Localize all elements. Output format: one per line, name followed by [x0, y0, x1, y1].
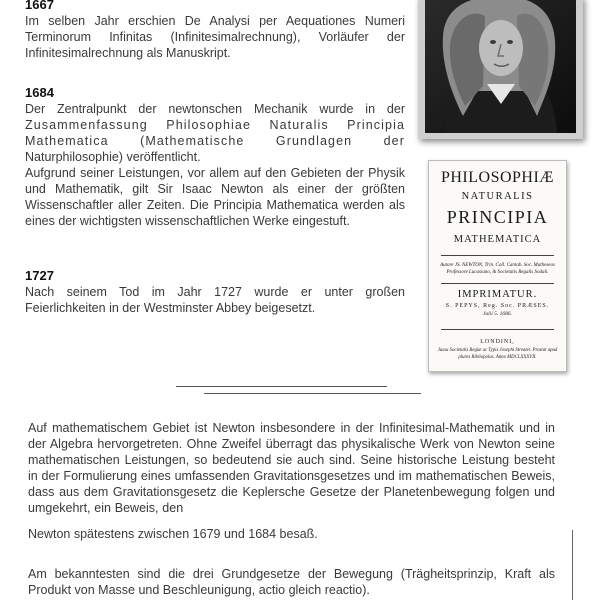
timeline-entry-1727	[25, 268, 405, 316]
imprint-line: Jussu Societatis Regiæ ac Typis Josephi Streater. Prostat apud plures Bibliopolas. Anno MDCLXXXVII.	[437, 348, 558, 360]
title-line: MATHEMATICA	[453, 234, 542, 245]
timeline-entry-1667	[25, 0, 405, 61]
year-heading: 1684	[25, 85, 54, 100]
date-line: Julii 5. 1686.	[482, 311, 513, 317]
title-rule	[441, 255, 554, 256]
title-rule	[441, 329, 554, 330]
title-rule	[441, 283, 554, 284]
body-paragraph: Am bekanntesten sind die drei Grundgesetze der Bewegung (Trägheitsprinzip, Kraft als Produkt von Masse und Beschleunigung, actio gleich reactio).	[28, 567, 555, 597]
title-line: PHILOSOPHIÆ	[440, 169, 555, 186]
divider-line	[176, 386, 387, 387]
imprimatur: IMPRIMATUR.	[457, 289, 538, 300]
timeline-entry-1684	[25, 85, 405, 229]
newton-portrait	[418, 0, 583, 139]
divider-line	[204, 393, 421, 394]
year-heading: 1667	[25, 0, 54, 12]
title-line: PRINCIPIA	[446, 207, 549, 227]
entry-text-part: Naturphilosophie) veröffentlicht.	[25, 150, 201, 164]
entry-text-part: Der Zentralpunkt der newtonschen Mechanik wurde in der	[25, 102, 405, 116]
body-paragraph: Auf mathematischem Gebiet ist Newton insbesondere in der Infinitesimal-Mathematik und in der Algebra hervorgetreten. Ohne Zweifel überragt das physikalische Werk von Newton seine mathematischen Leistungen, so bedeutend sie auch sind. Seine historische Leistung besteht in der Formulierung eines umfassenden Gravitationsgesetzes und im mathematischen Beweis, dass aus dem Gravitationsgesetz die Keplersche Gesetze der Planetenbewegung folgen und umgekehrt, ein Beweis, den	[28, 421, 555, 515]
entry-text	[25, 101, 405, 165]
year-heading: 1727	[25, 268, 54, 283]
entry-text-part: Zusammenfassung Philosophiae Naturalis Principia Mathematica (Mathematische Grundlagen der	[25, 118, 405, 148]
vertical-divider	[572, 530, 573, 600]
title-line: NATURALIS	[461, 191, 534, 202]
president-line: S. PEPYS, Reg. Soc. PRÆSES.	[445, 303, 550, 309]
author-line: Autore JS. NEWTON, Trin. Coll. Cantab. Soc. Matheseos Professore Lucasiano, & Societatis Regalis Sodali.	[440, 263, 555, 275]
entry-text: Aufgrund seiner Leistungen, vor allem auf den Gebieten der Physik und Mathematik, gilt Sir Isaac Newton als einer der größten Wissenschaftler aller Zeiten. Die Principia Mathematica werden als eines der wichtigsten wissenschaftlichen Werke eingestuft.	[25, 166, 405, 228]
entry-text: Nach seinem Tod im Jahr 1727 wurde er unter großen Feierlichkeiten in der Westminster Abbey beigesetzt.	[25, 285, 405, 315]
portrait-image	[425, 0, 576, 133]
entry-text: Im selben Jahr erschien De Analysi per Aequationes Numeri Terminorum Infinitas (Infinitesimalrechnung), Vorläufer der Infinitesimalrechnung als Manuskript.	[25, 14, 405, 60]
principia-title-page	[428, 160, 567, 372]
place-line: LONDINI,	[480, 339, 515, 345]
body-paragraph-continuation: Newton spätestens zwischen 1679 und 1684 besaß.	[28, 527, 318, 541]
